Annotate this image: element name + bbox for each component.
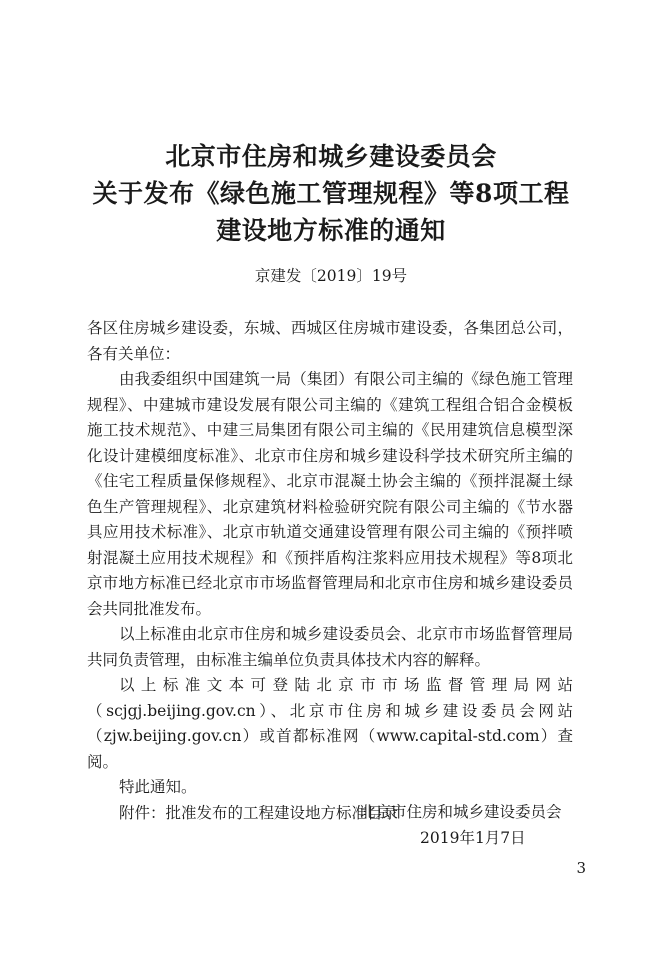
title-line-1: 北京市住房和城乡建设委员会 [165,142,497,171]
page-number: 3 [576,859,586,877]
paragraph-attachment: 附件：批准发布的工程建设地方标准目录 [119,803,399,822]
paragraph-access-websites: 以上标准文本可登陆北京市市场监督管理局网站（scjgj.beijing.gov.cn）、北京市住房和城乡建设委员会网站（zjw.beijing.gov.cn）或首都标准网（www.capital-std.com）查阅。 [87,676,573,771]
signature-organization: 北京市住房和城乡建设委员会 [360,803,562,821]
title-line-2: 关于发布《绿色施工管理规程》等8项工程 [92,179,570,208]
document-number: 京建发〔2019〕19号 [254,267,408,285]
notice-title [0,138,662,249]
salutation: 各区住房城乡建设委，东城、西城区住房城市建设委，各集团总公司，各有关单位： [87,319,573,363]
paragraph-management: 以上标准由北京市住房和城乡建设委员会、北京市市场监督管理局共同负责管理，由标准主编单位负责具体技术内容的解释。 [87,625,573,669]
title-line-3: 建设地方标准的通知 [216,216,446,245]
paragraph-standards-list: 由我委组织中国建筑一局（集团）有限公司主编的《绿色施工管理规程》、中建城市建设发展有限公司主编的《建筑工程组合铝合金模板施工技术规范》、中建三局集团有限公司主编的《民用建筑信息模型深化设计建模细度标准》、北京市住房和城乡建设科学技术研究所主编的《住宅工程质量保修规程》、北京市混凝土协会主编的《预拌混凝土绿色生产管理规程》、北京建筑材料检验研究院有限公司主编的《节水器具应用技术标准》、北京市轨道交通建设管理有限公司主编的《预拌喷射混凝土应用技术规程》和《预拌盾构注浆料应用技术规程》等8项北京市地方标准已经北京市市场监督管理局和北京市住房和城乡建设委员会共同批准发布。 [87,370,573,618]
notice-body [87,316,573,826]
paragraph-closing: 特此通知。 [119,778,197,796]
signature-date: 2019年1月7日 [420,829,526,847]
